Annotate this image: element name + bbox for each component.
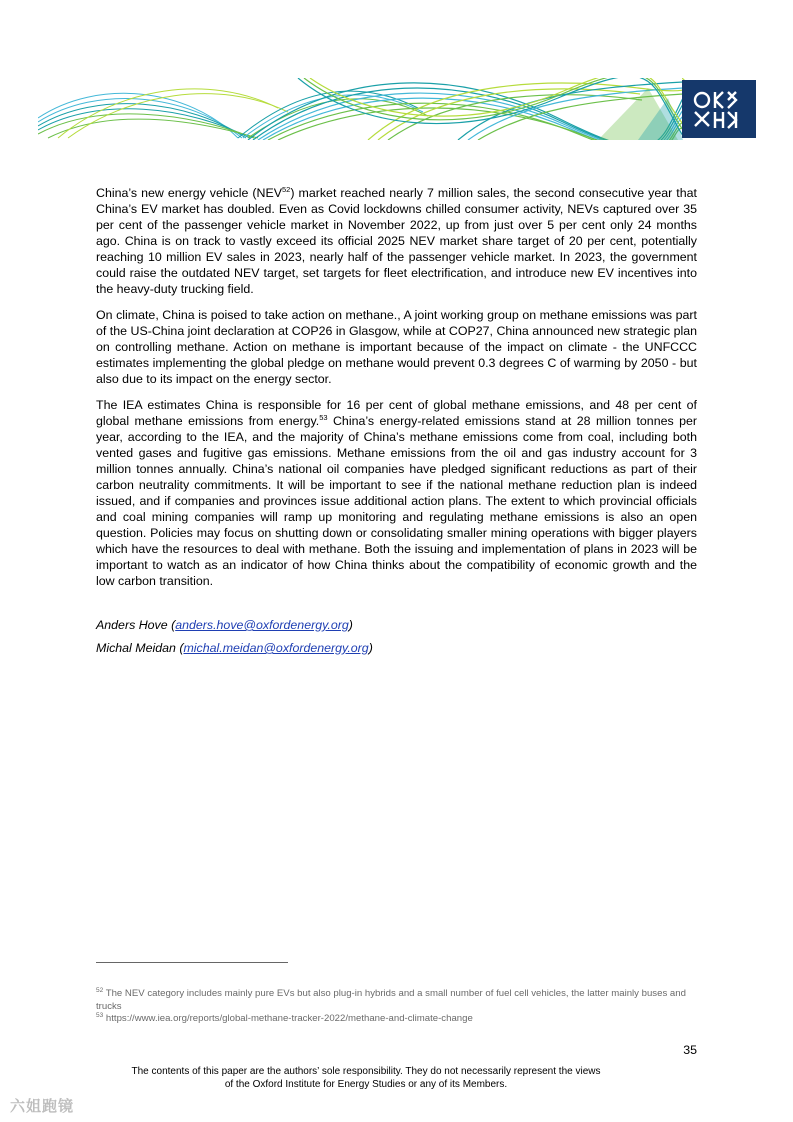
main-body — [96, 185, 697, 599]
paragraph-iea-estimates — [96, 397, 697, 589]
footnote-ref-52[interactable]: 52 — [282, 184, 291, 194]
footnote-53 — [96, 1013, 697, 1026]
author-name: Michal Meidan ( — [96, 641, 184, 655]
oies-logo-mark-icon — [682, 80, 756, 138]
author-punctuation: ) — [348, 618, 353, 632]
footnote-text: The NEV category includes mainly pure EVs but also plug-in hybrids and a small number of fuel cell vehicles, the latter mainly buses and trucks — [96, 988, 686, 1012]
paragraph-text: China’s energy-related emissions stand at 28 million tonnes per year, according to the IEA, and the majority of China’s methane emissions come from coal, including both vented gases and fugitive gas emissions. Methane emissions from the oil and gas industry account for 3 million tonnes annually. China’s national oil companies have pledged significant reductions as part of their carbon neutrality commitments. It will be important to see if the national methane reduction plan is indeed issued, and if companies and provinces issue additional action plans. The extent to which provincial officials and coal mining companies will ramp up monitoring and regulating methane emissions is also an open question. Policies may focus on shutting down or consolidating smaller mining operations with bigger players which have the resources to deal with methane. Both the issuing and implementation of plans in 2023 will be important to watch as an indicator of how China thinks about the compatibility of economic growth and the low carbon transition. — [96, 414, 697, 588]
footnote-52 — [96, 988, 697, 1013]
author-email-link[interactable]: michal.meidan@oxfordenergy.org — [183, 641, 369, 655]
paragraph-text: China’s new energy vehicle (NEV — [96, 186, 283, 200]
footnote-ref-53[interactable]: 53 — [319, 412, 328, 422]
disclaimer — [96, 1066, 636, 1091]
paragraph-nev-market — [96, 185, 697, 297]
disclaimer-line: of the Oxford Institute for Energy Studies or any of its Members. — [224, 1078, 508, 1090]
author-line-hove — [96, 618, 697, 634]
oies-logo — [682, 80, 756, 138]
paragraph-methane-climate: On climate, China is poised to take action on methane., A joint working group on methane emissions was part of the US-China joint declaration at COP26 in Glasgow, while at COP27, China announced new strategic plan on controlling methane. Action on methane is important because of the impact on climate - the UNFCCC estimates implementing the global pledge on methane would prevent 0.3 degrees C of warming by 2050 - but also due to its impact on the energy sector. — [96, 308, 697, 386]
author-name: Anders Hove ( — [96, 618, 176, 632]
watermark: 六姐跑镜 — [10, 1098, 75, 1115]
footnote-number: 53 — [96, 1011, 104, 1019]
paragraph-text: The IEA estimates China is responsible for 16 per cent of global methane emissions, and 48 per cent of global methane emissions from energy. — [96, 398, 697, 428]
disclaimer-line: The contents of this paper are the authors’ sole responsibility. They do not necessarily represent the views — [131, 1066, 601, 1077]
page-number: 35 — [683, 1043, 697, 1057]
author-punctuation: ) — [368, 641, 373, 655]
paragraph-text: ) market reached nearly 7 million sales, the second consecutive year that China’s EV market has doubled. Even as Covid lockdowns chilled consumer activity, NEVs captured over 35 per cent of the passenger vehicle market in November 2022, up from just over 5 per cent only 24 months ago. China is on track to vastly exceed its official 2025 NEV market share target of 20 per cent, potentially reaching 10 million EV sales in 2023, nearly half of the passenger vehicle market. In 2023, the government could raise the outdated NEV target, set targets for fleet electrification, and introduce new EV incentives into the heavy-duty trucking field. — [96, 186, 697, 296]
footnote-divider — [96, 962, 288, 963]
header-banner — [38, 78, 756, 140]
author-email-link[interactable]: anders.hove@oxfordenergy.org — [175, 618, 349, 632]
footnote-link[interactable]: https://www.iea.org/reports/global-methane-tracker-2022/methane-and-climate-change — [103, 1013, 473, 1024]
footnotes — [96, 988, 697, 1026]
author-line-meidan — [96, 641, 697, 657]
authors-block — [96, 618, 697, 664]
footnote-number: 52 — [96, 986, 104, 994]
